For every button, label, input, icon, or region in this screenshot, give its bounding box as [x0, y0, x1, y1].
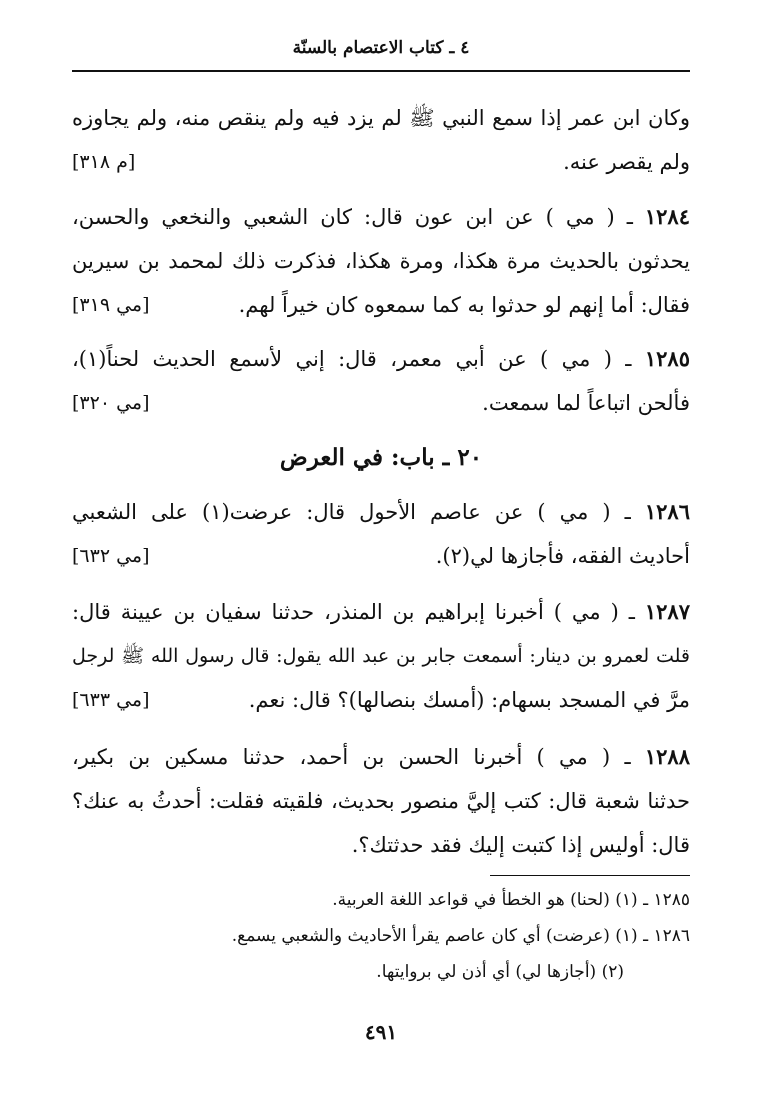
- text-line: حدثنا شعبة قال: كتب إليَّ منصور بحديث، فلقيته فقلت: أحدثُ به عنك؟: [72, 789, 690, 813]
- source-reference: [مي ٣٢٠]: [72, 392, 150, 414]
- hadith-1284: [72, 195, 690, 327]
- hadith-1287: [72, 590, 690, 722]
- text-line-content: ـ ( مي ) عن أبي معمر، قال: إني لأسمع الحديث لحناً(١)،: [72, 347, 632, 371]
- text-line-content: أحاديث الفقه، فأجازها لي(٢).: [435, 544, 690, 568]
- hadith-1288: [72, 735, 690, 867]
- hadith-number: ١٢٨٧: [644, 599, 690, 624]
- footnote: ١٢٨٥ ـ (١) (لحنا) هو الخطأ في قواعد اللغة العربية.: [332, 890, 690, 910]
- text-line-content: ـ ( مي ) أخبرنا الحسن بن أحمد، حدثنا مسكين بن بكير،: [72, 745, 631, 769]
- text-line: وكان ابن عمر إذا سمع النبي ﷺ لم يزد فيه ولم ينقص منه، ولم يجاوزه: [72, 106, 690, 130]
- text-line: [72, 534, 690, 578]
- text-line: [72, 337, 690, 381]
- text-line-content: ـ ( مي ) عن ابن عون قال: كان الشعبي والنخعي والحسن،: [72, 205, 633, 229]
- source-reference: [مي ٦٣٣]: [72, 689, 150, 711]
- text-line-content: فألحن اتباعاً لما سمعت.: [482, 391, 690, 415]
- text-line: [72, 735, 690, 779]
- text-line: يحدثون بالحديث مرة هكذا، ومرة هكذا، فذكرت ذلك لمحمد بن سيرين: [72, 249, 690, 273]
- text-line: [72, 283, 690, 327]
- text-line: [72, 678, 690, 722]
- footnote: (٢) (أجازها لي) أي أذن لي بروايتها.: [376, 962, 624, 982]
- text-line-content: مرَّ في المسجد بسهام: (أمسك بنصالها)؟ قال: نعم.: [248, 688, 690, 712]
- text-line: [72, 195, 690, 239]
- hadith-1286: [72, 490, 690, 578]
- source-reference: [مي ٣١٩]: [72, 294, 150, 316]
- page-number: ٤٩١: [364, 1020, 398, 1044]
- footnote-rule: [490, 875, 690, 876]
- paragraph-continuation: [72, 96, 690, 184]
- text-line-content: ولم يقصر عنه.: [563, 150, 690, 174]
- hadith-number: ١٢٨٥: [644, 346, 690, 371]
- hadith-number: ١٢٨٦: [644, 499, 690, 524]
- text-line-content: فقال: أما إنهم لو حدثوا به كما سمعوه كان خيراً لهم.: [238, 293, 690, 317]
- text-line: قلت لعمرو بن دينار: أسمعت جابر بن عبد الله يقول: قال رسول الله ﷺ لرجل: [72, 645, 690, 667]
- text-line: [72, 590, 690, 634]
- running-title: ٤ ـ كتاب الاعتصام بالسنّة: [292, 38, 470, 58]
- book-page: [72, 0, 690, 1103]
- header-rule: [72, 70, 690, 72]
- footnote: ١٢٨٦ ـ (١) (عرضت) أي كان عاصم يقرأ الأحاديث والشعبي يسمع.: [231, 926, 690, 946]
- text-line-content: ـ ( مي ) عن عاصم الأحول قال: عرضت(١) على الشعبي: [72, 500, 631, 524]
- hadith-number: ١٢٨٤: [644, 204, 690, 229]
- text-line: قال: أوليس إذا كتبت إليك فقد حدثتك؟.: [351, 833, 690, 857]
- source-reference: [م ٣١٨]: [72, 151, 136, 173]
- footnotes: [90, 882, 690, 990]
- text-line: [72, 490, 690, 534]
- section-heading: ٢٠ ـ باب: في العرض: [279, 444, 483, 471]
- text-line: [72, 381, 690, 425]
- hadith-number: ١٢٨٨: [644, 744, 690, 769]
- text-line: [72, 140, 690, 184]
- source-reference: [مي ٦٣٢]: [72, 545, 150, 567]
- text-line-content: ـ ( مي ) أخبرنا إبراهيم بن المنذر، حدثنا سفيان بن عيينة قال:: [72, 600, 635, 624]
- hadith-1285: [72, 337, 690, 425]
